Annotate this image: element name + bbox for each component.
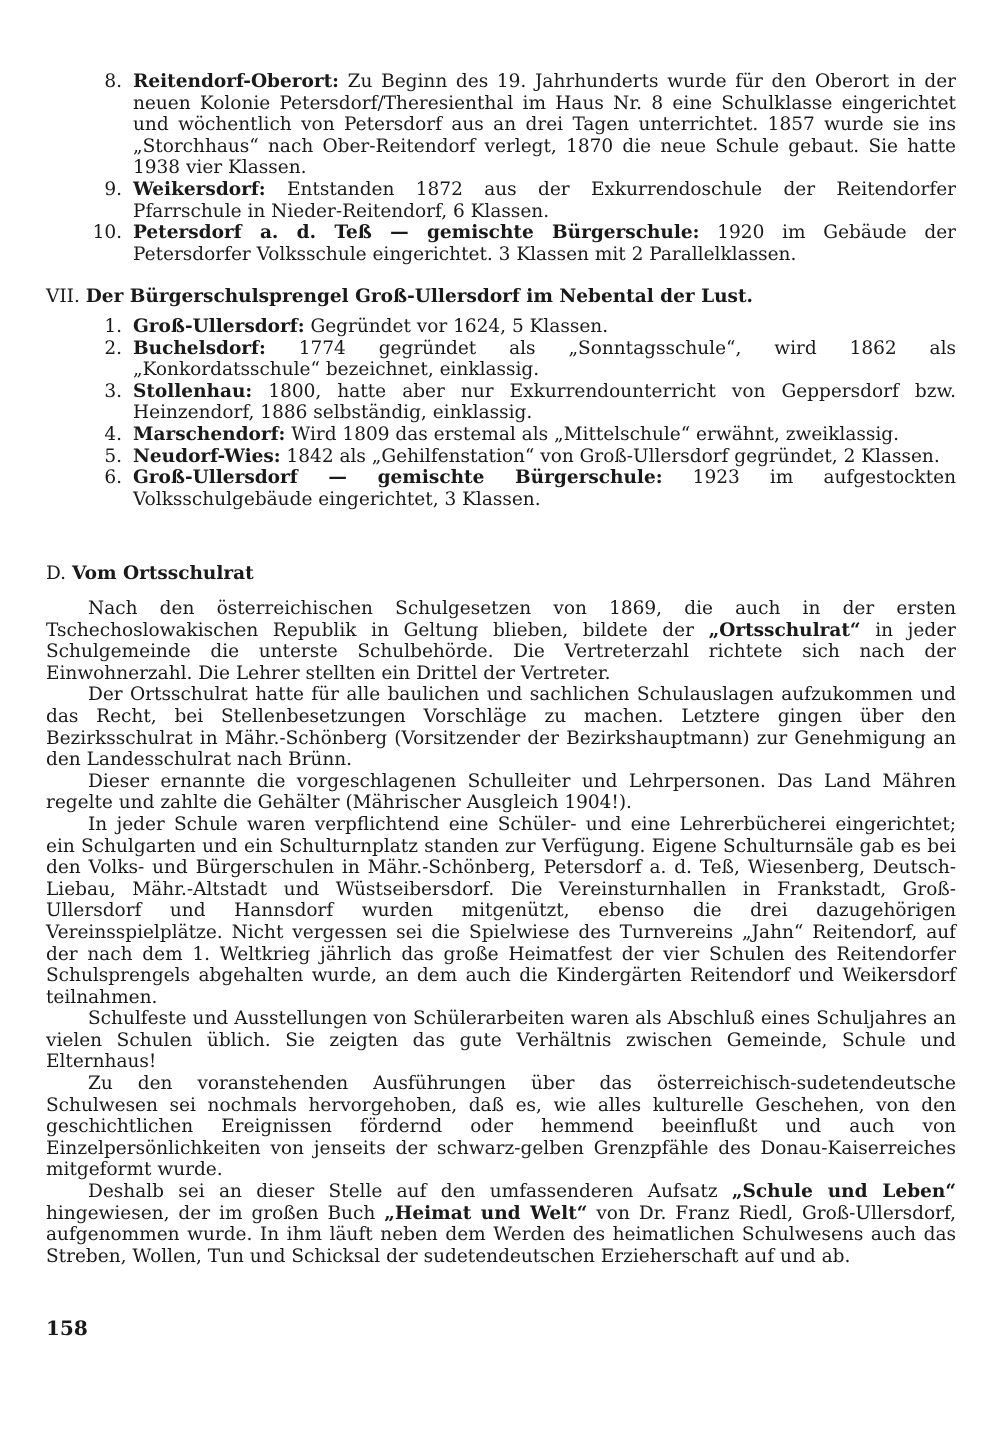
term-ortsschulrat: „Ortsschulrat“ <box>708 619 861 641</box>
paragraph-text: in jeder Schulgemeinde die unterste Schulbehörde. Die Vertreterzahl richtete sich nach der Einwohnerzahl. Die Lehrer stellten ein Drittel der Vertreter. <box>46 619 956 684</box>
list-item <box>0 71 1000 179</box>
item-number: 6. <box>104 467 122 489</box>
list-item <box>0 381 1000 424</box>
item-text: 1920 im Gebäude der Petersdorfer Volksschule eingerichtet. 3 Klassen mit 2 Parallelklassen. <box>133 222 956 265</box>
list-item <box>0 179 1000 222</box>
item-title: Groß-Ullersdorf — gemischte Bürgerschule: <box>133 467 663 489</box>
item-title: Marschendorf: <box>133 423 286 445</box>
paragraph-text: hingewiesen, der im großen Buch <box>46 1202 385 1224</box>
paragraph: Schulfeste und Ausstellungen von Schülerarbeiten waren als Abschluß eines Schuljahres an vielen Schulen üblich. Sie zeigten das gute Verhältnis zwischen Gemeinde, Schule und Elternhaus! <box>46 1008 956 1073</box>
item-title: Neudorf-Wies: <box>133 445 281 467</box>
item-text: 1842 als „Gehilfenstation“ von Groß-Ullersdorf gegründet, 2 Klassen. <box>280 445 940 467</box>
item-text: Gegründet vor 1624, 5 Klassen. <box>304 316 609 337</box>
section-vii-heading <box>46 286 956 308</box>
item-number: 5. <box>104 445 122 467</box>
paragraph-text: Nach den österreichischen Schulgesetzen von 1869, die auch in der ersten Tschechoslowakischen Republik in Geltung blieben, bildete der <box>46 598 956 641</box>
item-title: Buchelsdorf: <box>133 337 266 359</box>
section-vii-number: VII. <box>46 286 80 307</box>
list-item <box>0 222 1000 265</box>
paragraph: Zu den voranstehenden Ausführungen über das österreichisch-sudetendeutsche Schulwesen sei nochmals hervorgehoben, daß es, wie alles kulturelle Geschehen, von den geschichtlichen Ereignissen fördernd oder hemmend beeinflußt und auch von Einzelpersönlichkeiten von jenseits der schwarz-gelben Grenzpfähle des Donau-Kaiserreiches mitgeformt wurde. <box>46 1073 956 1181</box>
section-d-body <box>46 598 956 1267</box>
item-number: 2. <box>104 337 122 359</box>
essay-title: „Schule und Leben“ <box>731 1181 957 1203</box>
paragraph: In jeder Schule waren verpflichtend eine Schüler- und eine Lehrerbücherei eingerichtet; ein Schulgarten und ein Schulturnplatz standen zur Verfügung. Eigene Schulturnsäle gab es bei den Volks- und Bürgerschulen in Mähr.-Schönberg, Petersdorf a. d. Teß, Wiesenberg, Deutsch-Liebau, Mähr.-Altstadt und Wüstseibersdorf. Die Vereinsturnhallen in Frankstadt, Groß-Ullersdorf und Hannsdorf wurden mitgenützt, ebenso die drei dazugehörigen Vereinsspielplätze. Nicht vergessen sei die Spielwiese des Turnvereins „Jahn“ Reitendorf, auf der nach dem 1. Weltkrieg jährlich das große Heimatfest der vier Schulen des Reitendorfer Schulsprengels abgehalten wurde, an dem auch die Kindergärten Reitendorf und Weikersdorf teilnahmen. <box>46 813 956 1008</box>
item-number: 4. <box>104 423 122 445</box>
item-number: 3. <box>104 380 122 402</box>
item-title: Petersdorf a. d. Teß — gemischte Bürgerschule: <box>133 222 700 244</box>
page-number: 158 <box>46 1316 88 1340</box>
item-text: Zu Beginn des 19. Jahrhunderts wurde für den Oberort in der neuen Kolonie Petersdorf/Theresienthal im Haus Nr. 8 eine Schulklasse eingerichtet und wöchentlich von Petersdorf aus an drei Tagen unterrichtet. 1857 wurde sie ins „Storchhaus“ nach Ober-Reitendorf verlegt, 1870 die neue Schule gebaut. Sie hatte 1938 vier Klassen. <box>133 71 956 179</box>
paragraph <box>46 1181 956 1267</box>
section-d-title: Vom Ortsschulrat <box>71 563 254 584</box>
paragraph: Dieser ernannte die vorgeschlagenen Schulleiter und Lehrpersonen. Das Land Mähren regelte und zahlte die Gehälter (Mährischer Ausgleich 1904!). <box>46 770 956 814</box>
item-number: 8. <box>104 71 122 92</box>
item-title: Groß-Ullersdorf: <box>133 316 305 337</box>
section-vii-title: Der Bürgerschulsprengel Groß-Ullersdorf im Nebental der Lust. <box>85 286 753 307</box>
paragraph <box>46 598 956 684</box>
paragraph: Der Ortsschulrat hatte für alle baulichen und sachlichen Schulauslagen aufzukommen und das Recht, bei Stellenbesetzungen Vorschläge zu machen. Letztere gingen über den Bezirksschulrat in Mähr.-Schönberg (Vorsitzender der Bezirkshauptmann) zur Genehmigung an den Landesschulrat nach Brünn. <box>46 684 956 771</box>
item-number: 9. <box>104 178 122 200</box>
book-title: „Heimat und Welt“ <box>384 1202 588 1224</box>
item-number: 10. <box>92 222 122 244</box>
list-item <box>0 467 1000 510</box>
item-title: Weikersdorf: <box>133 178 266 200</box>
school-list-section-vii <box>0 316 1000 510</box>
item-text: Wird 1809 das erstemal als „Mittelschule“ erwähnt, zweiklassig. <box>285 423 899 445</box>
item-title: Reitendorf-Oberort: <box>133 71 339 92</box>
school-list-section-vi <box>0 71 1000 265</box>
section-d-heading <box>46 563 956 585</box>
paragraph-text: Deshalb sei an dieser Stelle auf den umfassenderen Aufsatz <box>88 1181 732 1203</box>
item-number: 1. <box>104 316 122 337</box>
list-item <box>0 316 1000 338</box>
list-item <box>0 424 1000 446</box>
item-text: 1774 gegründet als „Sonntagsschule“, wird 1862 als „Konkordatsschule“ bezeichnet, einklassig. <box>133 337 956 381</box>
item-text: Entstanden 1872 aus der Exkurrendoschule der Reitendorfer Pfarrschule in Nieder-Reitendorf, 6 Klassen. <box>133 178 956 222</box>
item-text: 1923 im aufgestockten Volksschulgebäude eingerichtet, 3 Klassen. <box>133 467 956 510</box>
item-text: 1800, hatte aber nur Exkurrendounterricht von Geppersdorf bzw. Heinzendorf, 1886 selbständig, einklassig. <box>133 380 956 424</box>
paragraph-text: von Dr. Franz Riedl, Groß-Ullersdorf, aufgenommen wurde. In ihm läuft neben dem Werden des heimatlichen Schulwesens auch das Streben, Wollen, Tun und Schicksal der sudetendeutschen Erzieherschaft auf und ab. <box>46 1202 957 1267</box>
section-d-letter: D. <box>46 563 67 584</box>
list-item <box>0 338 1000 381</box>
list-item <box>0 446 1000 468</box>
item-title: Stollenhau: <box>133 380 253 402</box>
